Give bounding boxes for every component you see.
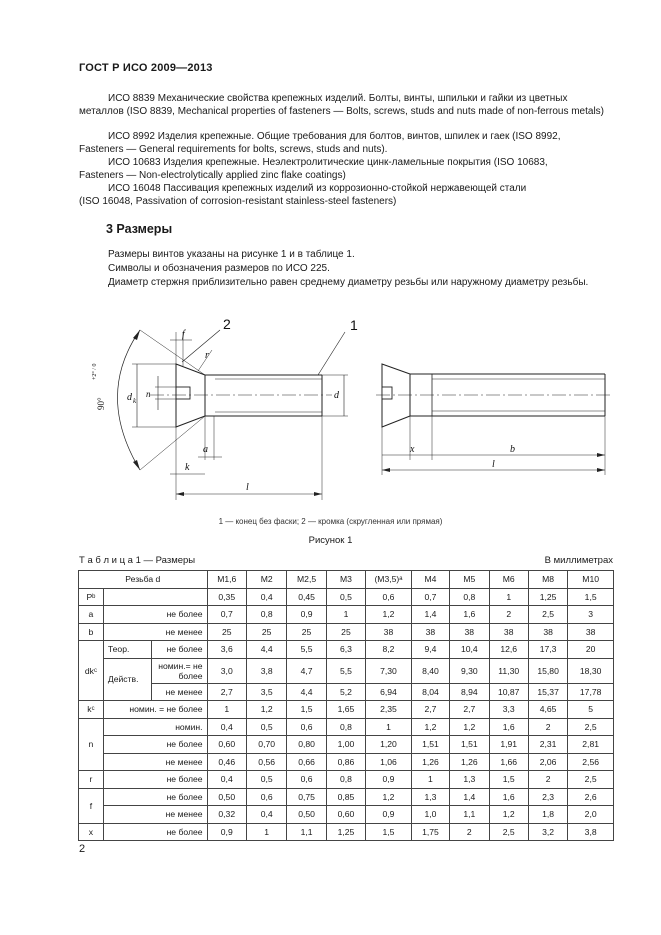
table-row: не менее 0,46 0,56 0,66 0,86 1,06 1,26 1,26 1,66 2,06 2,56 [79,753,614,771]
row-condition: не более [103,736,207,754]
paragraph: Размеры винтов указаны на рисунке 1 и в таблице 1. [108,249,355,260]
row-condition: не менее [103,806,207,824]
table-row: a не более 0,7 0,8 0,9 1 1,2 1,4 1,6 2 2,5 3 [79,606,614,624]
thread-header: Резьба d [79,571,208,589]
reference-item [79,183,613,208]
table-row: kᶜ номин. = не более 1 1,2 1,5 1,65 2,35 2,7 2,7 3,3 4,65 5 [79,701,614,719]
col-header: M6 [489,571,528,589]
reference-first-line: ИСО 10683 Изделия крепежные. Неэлектролитические цинк-ламельные покрытия (ISO 10683, [108,157,548,168]
col-header: M5 [450,571,489,589]
row-condition: не более [103,606,207,624]
row-symbol: r [79,771,104,789]
label-1: 1 [350,317,358,333]
table-unit: В миллиметрах [544,555,613,566]
table-row: не менее 2,7 3,5 4,4 5,2 6,94 8,04 8,94 10,87 15,37 17,78 [79,683,614,701]
reference-item [79,93,613,118]
paragraph: Символы и обозначения размеров по ИСО 225. [108,263,330,274]
reference-continuation: металлов (ISO 8839, Mechanical properties of fasteners — Bolts, screws, studs and nuts made of non-ferrous metals) [79,105,605,117]
table-caption: Т а б л и ц а 1 — Размеры [79,555,196,566]
reference-first-line: ИСО 16048 Пассивация крепежных изделий из коррозионно-стойкой нержавеющей стали [108,183,527,194]
label-a: a [203,444,208,455]
row-symbol: n [79,718,104,771]
dimensions-table [78,570,614,841]
label-l-right: l [492,459,495,470]
label-dk-sub: k [133,397,137,405]
label-l: l [246,482,249,493]
label-angle-tol: +2° / 0 [92,363,98,380]
table-row: не менее 0,32 0,4 0,50 0,60 0,9 1,0 1,1 1,2 1,8 2,0 [79,806,614,824]
col-header: M1,6 [207,571,246,589]
reference-first-line: ИСО 8992 Изделия крепежные. Общие требования для болтов, винтов, шпилек и гаек (ISO 8992, [108,131,561,142]
table-row: Действ. номин.= не более 3,0 3,8 4,7 5,5 7,30 8,40 9,30 11,30 15,80 18,30 [79,658,614,683]
page-number: 2 [79,843,86,855]
row-symbol: Pᵇ [79,588,104,606]
row-symbol: f [79,788,104,823]
row-condition: не менее [151,683,207,701]
label-d: d [334,390,339,401]
label-2: 2 [223,316,231,332]
table-row: r не более 0,4 0,5 0,6 0,8 0,9 1 1,3 1,5 2 2,5 [79,771,614,789]
row-condition: не менее [103,623,207,641]
table-row: Pᵇ 0,35 0,4 0,45 0,5 0,6 0,7 0,8 1 1,25 1,5 [79,588,614,606]
col-header: M10 [568,571,614,589]
reference-continuation: (ISO 16048, Passivation of corrosion-resistant stainless-steel fasteners) [79,195,397,207]
row-condition: не менее [103,753,207,771]
table-row: не более 0,60 0,70 0,80 1,00 1,20 1,51 1,51 1,91 2,31 2,81 [79,736,614,754]
row-condition: номин. = не более [103,701,207,719]
label-n: n [146,389,151,399]
col-header: M8 [528,571,567,589]
col-header: M3 [326,571,365,589]
reference-item [79,131,613,156]
row-subgroup: Действ. [103,658,151,701]
col-header: M4 [411,571,449,589]
label-r: r [205,350,209,361]
left-screw [150,364,332,427]
row-symbol: kᶜ [79,701,104,719]
section-title: 3 Размеры [106,222,173,236]
screw-drawing [80,313,620,513]
reference-continuation: Fasteners — General requirements for bolts, screws, studs and nuts). [79,143,388,155]
col-header: M2 [246,571,286,589]
col-header: (M3,5)ᵃ [366,571,412,589]
table-row: n номин. 0,4 0,5 0,6 0,8 1 1,2 1,2 1,6 2 2,5 [79,718,614,736]
label-dk: d [127,392,132,403]
label-f: f [182,329,185,340]
reference-continuation: Fasteners — Non-electrolytically applied zinc flake coatings) [79,169,346,181]
label-b: b [510,444,515,455]
document-header: ГОСТ Р ИСО 2009—2013 [79,62,213,74]
col-header: M2,5 [287,571,326,589]
figure-legend: 1 — конец без фаски; 2 — кромка (скругленная или прямая) [218,517,443,526]
row-condition: номин.= не более [151,658,207,683]
table-header-row [79,571,614,589]
label-angle: 90° [96,397,106,410]
row-symbol: a [79,606,104,624]
right-screw [376,364,612,427]
row-condition: не более [103,823,207,841]
table-row: b не менее 25 25 25 25 38 38 38 38 38 38 [79,623,614,641]
row-condition: не более [151,641,207,659]
table-row: dkᶜ Теор. не более 3,6 4,4 5,5 6,3 8,2 9,4 10,4 12,6 17,3 20 [79,641,614,659]
row-condition: не более [103,771,207,789]
reference-first-line: ИСО 8839 Механические свойства крепежных изделий. Болты, винты, шпильки и гайки из цветных [108,93,568,104]
table-row: x не более 0,9 1 1,1 1,25 1,5 1,75 2 2,5 3,2 3,8 [79,823,614,841]
label-k: k [185,462,190,473]
row-symbol: x [79,823,104,841]
row-condition: не более [103,788,207,806]
row-symbol: dkᶜ [79,641,104,701]
figure-caption: Рисунок 1 [308,535,353,546]
row-symbol: b [79,623,104,641]
reference-item [79,157,613,182]
paragraph: Диаметр стержня приблизительно равен среднему диаметру резьбы или наружному диаметру резьбы. [108,277,589,288]
row-condition: номин. [103,718,207,736]
table-row: f не более 0,50 0,6 0,75 0,85 1,2 1,3 1,4 1,6 2,3 2,6 [79,788,614,806]
label-x: x [410,444,415,455]
row-subgroup: Теор. [103,641,151,659]
